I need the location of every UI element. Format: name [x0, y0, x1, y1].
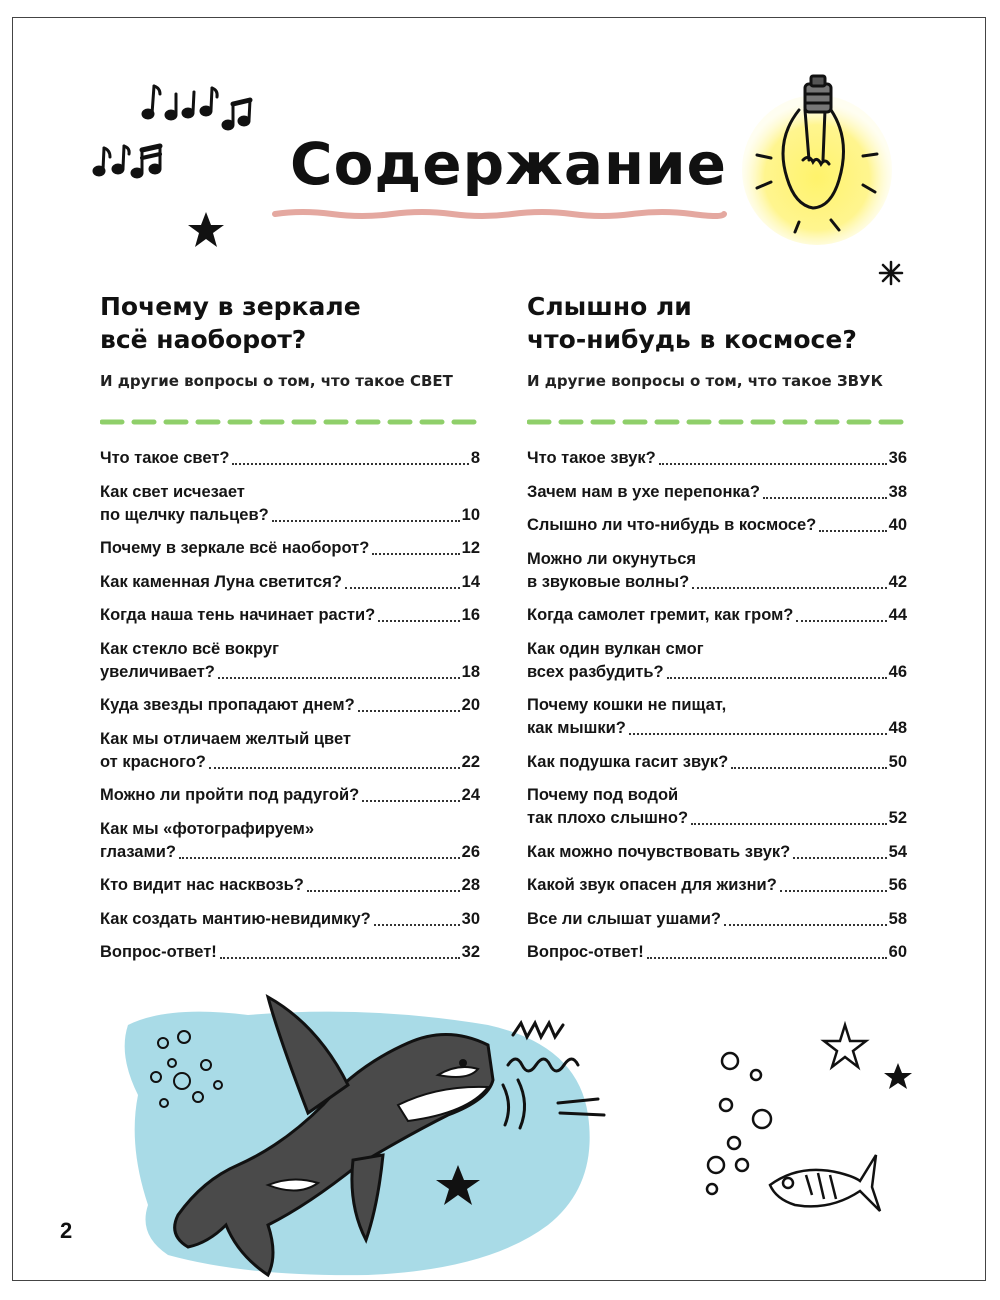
- sparkle-icon: [878, 260, 904, 286]
- toc-entry[interactable]: [100, 537, 480, 560]
- toc-entry-text: Когда наша тень начинает расти?: [100, 606, 376, 624]
- toc-column-sound: [527, 290, 907, 975]
- toc-leader-dots: [307, 882, 460, 892]
- toc-entry-text: Зачем нам в ухе перепонка?: [527, 482, 760, 501]
- toc-entry-text: Что такое свет?: [100, 449, 230, 467]
- page-number: 2: [60, 1218, 73, 1243]
- toc-entry-text: Как мы «фотографируем»: [100, 819, 315, 838]
- toc-entry-text: глазами?: [100, 842, 176, 861]
- section-subtitle-light: И другие вопросы о том, что такое СВЕТ: [100, 372, 453, 390]
- toc-leader-dots: [362, 792, 459, 802]
- toc-entry[interactable]: [527, 874, 907, 897]
- toc-entry-text: всех разбудить?: [527, 662, 664, 681]
- toc-entry[interactable]: [527, 784, 907, 830]
- toc-entry-text: Вопрос-ответ!: [100, 943, 217, 961]
- toc-leader-dots: [692, 579, 886, 589]
- toc-leader-dots: [793, 849, 886, 859]
- toc-leader-dots: [667, 669, 887, 679]
- fish-icon: [770, 1155, 880, 1211]
- toc-page-number: 54: [888, 842, 907, 861]
- toc-entry-text: Почему под водой: [527, 786, 679, 804]
- toc-page-number: 58: [888, 909, 907, 928]
- toc-entry[interactable]: [100, 941, 480, 964]
- toc-entry[interactable]: [100, 728, 480, 774]
- toc-entry-text: в звуковые волны?: [527, 572, 690, 591]
- section-subtitle-sound: И другие вопросы о том, что такое ЗВУК: [527, 372, 883, 390]
- section-title-light: [100, 290, 480, 360]
- toc-entry-text: Что такое звук?: [527, 449, 656, 467]
- dashed-divider: [527, 417, 907, 427]
- toc-entry-text: Как можно почувствовать звук?: [527, 842, 791, 861]
- section-title-line: Слышно ли: [527, 292, 692, 321]
- toc-entry-text: так плохо слышно?: [527, 809, 689, 827]
- toc-page-number: 8: [470, 449, 480, 467]
- toc-entry-text: Как мы отличаем желтый цвет: [100, 729, 351, 748]
- toc-page-number: 46: [888, 662, 907, 681]
- star-outline-icon: [824, 1025, 866, 1067]
- music-notes-icon: [90, 78, 260, 193]
- toc-leader-dots: [796, 612, 886, 622]
- toc-entry[interactable]: [527, 841, 907, 864]
- toc-page-number: 26: [461, 842, 480, 861]
- toc-entry-text: Когда самолет гремит, как гром?: [527, 606, 794, 624]
- toc-leader-dots: [724, 916, 887, 926]
- toc-entry[interactable]: [527, 751, 907, 774]
- toc-entry-text: Как каменная Луна светится?: [100, 572, 342, 591]
- toc-leader-dots: [819, 522, 886, 532]
- toc-list-sound: [527, 447, 907, 964]
- toc-entry[interactable]: [527, 514, 907, 537]
- toc-leader-dots: [763, 489, 887, 499]
- page-title: Содержание: [290, 130, 728, 198]
- section-title-line: всё наоборот?: [100, 325, 307, 354]
- toc-page-number: 22: [461, 752, 480, 771]
- toc-entry-text: Как стекло всё вокруг: [100, 639, 279, 658]
- toc-entry-text: Куда звезды пропадают днем?: [100, 696, 355, 714]
- toc-entry[interactable]: [100, 638, 480, 684]
- toc-leader-dots: [209, 759, 460, 769]
- toc-page-number: 60: [888, 943, 907, 961]
- toc-entry-text: Можно ли окунуться: [527, 549, 697, 568]
- toc-leader-dots: [378, 612, 459, 622]
- toc-entry[interactable]: [100, 694, 480, 717]
- toc-leader-dots: [374, 916, 460, 926]
- bubbles-icon: [707, 1053, 771, 1194]
- toc-entry-text: Кто видит нас насквозь?: [100, 876, 304, 894]
- toc-page-number: 44: [888, 606, 907, 624]
- toc-page-number: 18: [461, 662, 480, 681]
- toc-entry-text: Как один вулкан смог: [527, 639, 704, 658]
- toc-page-number: 30: [461, 909, 480, 928]
- toc-page-number: 12: [461, 539, 480, 557]
- toc-entry[interactable]: [527, 481, 907, 504]
- toc-entry-text: Как свет исчезает: [100, 482, 245, 501]
- toc-entry-text: от красного?: [100, 752, 206, 771]
- toc-page-number: 16: [461, 606, 480, 624]
- toc-leader-dots: [220, 949, 460, 959]
- toc-page-number: 38: [888, 482, 907, 501]
- section-title-line: что-нибудь в космосе?: [527, 325, 857, 354]
- toc-entry[interactable]: [100, 604, 480, 627]
- toc-leader-dots: [345, 579, 460, 589]
- toc-entry[interactable]: [527, 908, 907, 931]
- light-bulb-icon: [735, 70, 895, 245]
- toc-leader-dots: [232, 455, 468, 465]
- toc-page-number: 28: [461, 876, 480, 894]
- toc-leader-dots: [372, 545, 459, 555]
- toc-entry-text: Слышно ли что-нибудь в космосе?: [527, 516, 817, 534]
- toc-page-number: 50: [888, 752, 907, 771]
- toc-leader-dots: [358, 702, 460, 712]
- toc-entry[interactable]: [527, 604, 907, 627]
- toc-entry[interactable]: [100, 784, 480, 807]
- toc-entry-text: по щелчку пальцев?: [100, 505, 269, 524]
- toc-entry[interactable]: [100, 481, 480, 527]
- toc-leader-dots: [731, 759, 886, 769]
- toc-entry-text: Почему кошки не пищат,: [527, 696, 727, 714]
- toc-column-light: [100, 290, 480, 975]
- toc-entry[interactable]: [527, 447, 907, 470]
- toc-page-number: 56: [888, 876, 907, 894]
- toc-page-number: 48: [888, 719, 907, 737]
- toc-page-number: 20: [461, 696, 480, 714]
- orca-whale-icon: [108, 985, 628, 1280]
- toc-entry-text: Вопрос-ответ!: [527, 943, 644, 961]
- toc-page-number: 24: [461, 786, 480, 804]
- toc-entry[interactable]: [100, 908, 480, 931]
- toc-page-number: 36: [888, 449, 907, 467]
- toc-leader-dots: [218, 669, 460, 679]
- toc-entry[interactable]: [527, 694, 907, 740]
- toc-leader-dots: [691, 815, 887, 825]
- toc-entry-text: Можно ли пройти под радугой?: [100, 786, 360, 804]
- toc-entry-text: Почему в зеркале всё наоборот?: [100, 539, 370, 557]
- toc-entry-text: как мышки?: [527, 719, 626, 737]
- toc-leader-dots: [780, 882, 887, 892]
- toc-entry[interactable]: [100, 571, 480, 594]
- toc-page-number: 32: [461, 943, 480, 961]
- toc-page-number: 42: [888, 572, 907, 591]
- title-underline: [272, 207, 728, 221]
- section-title-line: Почему в зеркале: [100, 292, 361, 321]
- toc-page-number: 52: [888, 809, 907, 827]
- toc-entry[interactable]: [100, 874, 480, 897]
- star-icon: [186, 210, 226, 250]
- toc-entry-text: Как создать мантию-невидимку?: [100, 909, 371, 928]
- toc-entry-text: Все ли слышат ушами?: [527, 909, 721, 928]
- star-icon: [884, 1063, 912, 1089]
- toc-leader-dots: [179, 849, 460, 859]
- fish-scene-icon: [690, 1015, 920, 1225]
- toc-entry[interactable]: [527, 638, 907, 684]
- toc-leader-dots: [659, 455, 887, 465]
- toc-entry-text: Какой звук опасен для жизни?: [527, 876, 777, 894]
- toc-entry[interactable]: [527, 548, 907, 594]
- toc-entry[interactable]: [100, 447, 480, 470]
- toc-leader-dots: [629, 725, 887, 735]
- toc-entry-text: Как подушка гасит звук?: [527, 752, 729, 771]
- toc-leader-dots: [647, 949, 887, 959]
- toc-entry[interactable]: [100, 818, 480, 864]
- toc-list-light: [100, 447, 480, 964]
- toc-page-number: 10: [461, 505, 480, 524]
- toc-page-number: 40: [888, 516, 907, 534]
- section-title-sound: [527, 290, 907, 360]
- toc-leader-dots: [272, 512, 460, 522]
- toc-entry[interactable]: [527, 941, 907, 964]
- toc-page-number: 14: [461, 572, 480, 591]
- toc-entry-text: увеличивает?: [100, 662, 215, 681]
- dashed-divider: [100, 417, 480, 427]
